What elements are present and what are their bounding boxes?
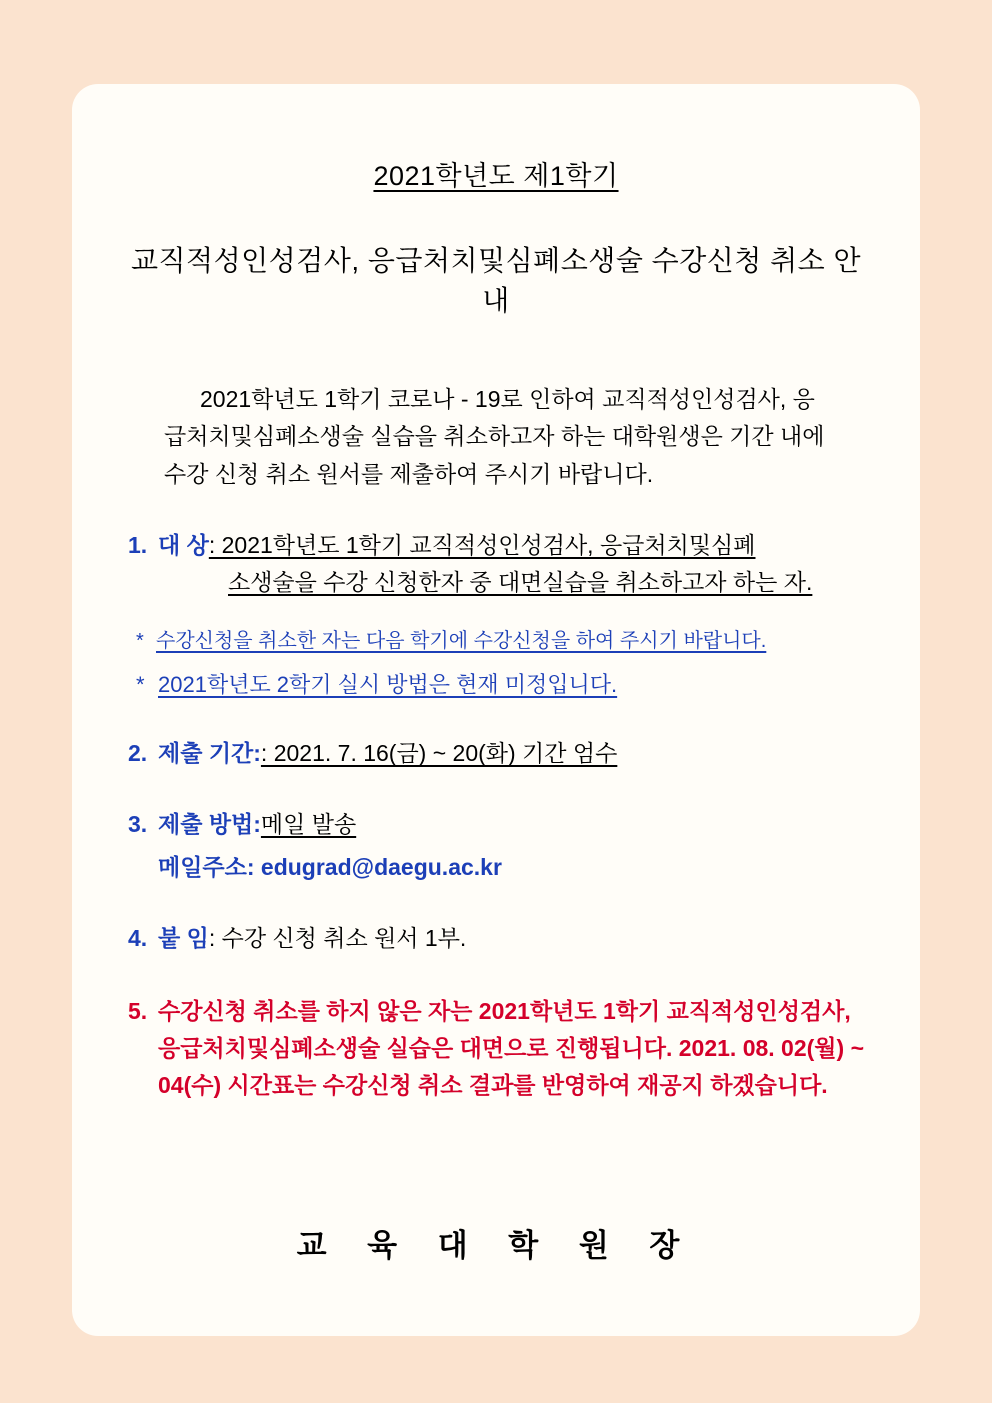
note-text: 2021학년도 2학기 실시 방법은 현재 미정입니다. bbox=[158, 672, 618, 698]
note-text: 수강신청을 취소한 자는 다음 학기에 수강신청을 하여 주시기 바랍니다. bbox=[156, 630, 767, 653]
item-continuation: 소생술을 수강 신청한자 중 대면실습을 취소하고자 하는 자. bbox=[228, 568, 813, 595]
item-value: 메일 발송 bbox=[260, 811, 357, 838]
list-item-warning bbox=[128, 993, 864, 1105]
intro-text: 2021학년도 1학기 코로나 - 19로 인하여 교직적성인성검사, 응급처치및심폐소생술 실습을 취소하고자 하는 대학원생은 기간 내에 수강 신청 취소 원서를 제출하여 주시기 바랍니다. bbox=[164, 386, 825, 487]
note-line bbox=[128, 626, 864, 656]
note-line bbox=[128, 668, 864, 701]
list-item bbox=[128, 527, 864, 601]
intro-paragraph bbox=[128, 381, 864, 493]
item-body bbox=[158, 735, 864, 772]
page-title bbox=[128, 154, 864, 193]
notice-sheet bbox=[72, 84, 920, 1336]
signature-line: 교 육 대 학 원 장 bbox=[296, 1228, 696, 1264]
item-body bbox=[158, 806, 864, 886]
email-line[interactable]: 메일주소: edugrad@daegu.ac.kr bbox=[158, 853, 502, 880]
item-value: : 수강 신청 취소 원서 1부. bbox=[208, 924, 467, 951]
item-value: : 2021학년도 1학기 교직적성인성검사, 응급처치및심폐 bbox=[208, 531, 756, 558]
item-value: : 2021. 7. 16(금) ~ 20(화) 기간 엄수 bbox=[260, 740, 618, 767]
item-label: 붙 임 bbox=[158, 924, 209, 951]
page-subtitle: 교직적성인성검사, 응급처치및심폐소생술 수강신청 취소 안내 bbox=[130, 245, 862, 316]
item-label: 대 상 bbox=[158, 531, 209, 558]
item-number: 3. bbox=[128, 811, 148, 838]
item-number: 2. bbox=[128, 740, 148, 767]
item-label: 제출 기간: bbox=[158, 740, 261, 767]
list-item bbox=[128, 735, 864, 772]
note-star: * bbox=[136, 630, 144, 653]
list-item bbox=[128, 806, 864, 886]
item-number: 4. bbox=[128, 924, 148, 951]
item-number: 5. bbox=[128, 997, 148, 1024]
note-star: * bbox=[136, 672, 145, 698]
item-body bbox=[158, 920, 864, 957]
list-item bbox=[128, 920, 864, 957]
item-number: 1. bbox=[128, 531, 148, 558]
item-label: 제출 방법: bbox=[158, 811, 261, 838]
item-body: 수강신청 취소를 하지 않은 자는 2021학년도 1학기 교직적성인성검사, 응급처치및심폐소생술 실습은 대면으로 진행됩니다. 2021. 08. 02(월) ~ 04(수) 시간표는 수강신청 취소 결과를 반영하여 재공지 하겠습니다. bbox=[158, 997, 864, 1099]
item-body bbox=[158, 527, 864, 601]
page-title-text: 2021학년도 제1학기 bbox=[373, 161, 619, 191]
